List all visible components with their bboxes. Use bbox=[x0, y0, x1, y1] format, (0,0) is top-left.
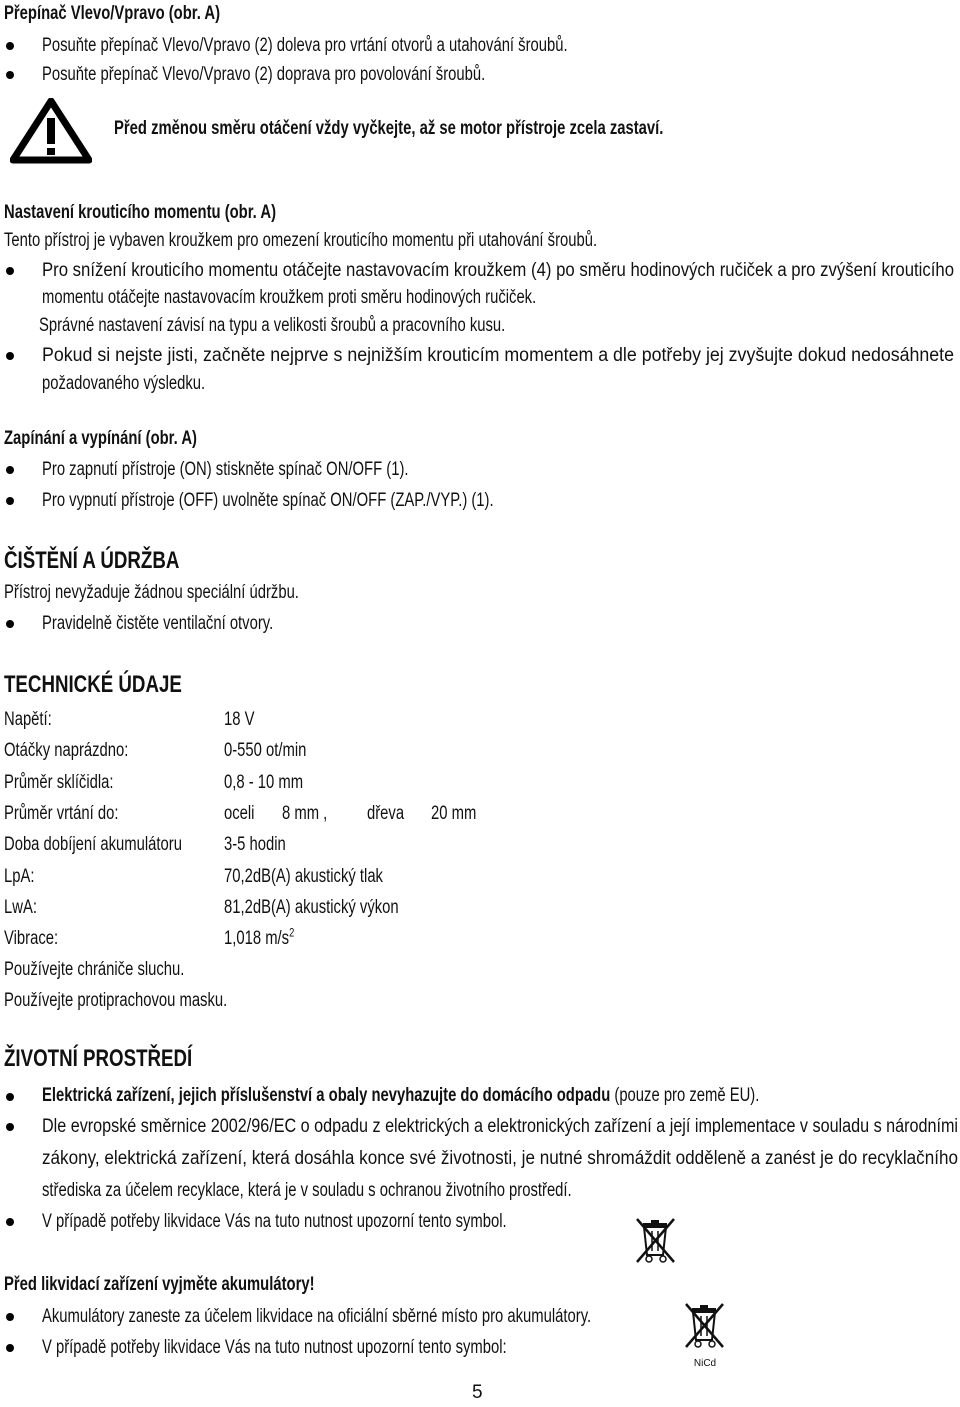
tech-charge-label: Doba dobíjení akumulátoru bbox=[4, 834, 182, 855]
direction-bullet-1: Posuňte přepínač Vlevo/Vpravo (2) doleva pro vrtání otvorů a utahování šroubů. bbox=[42, 35, 568, 56]
torque-bullet-2-line-2: požadovaného výsledku. bbox=[42, 373, 206, 394]
tech-drill-steel: oceli bbox=[224, 803, 255, 824]
tech-lwa-label: LwA: bbox=[4, 897, 37, 918]
direction-warning: Před změnou směru otáčení vždy vyčkejte, až se motor přístroje zcela zastaví. bbox=[114, 118, 664, 139]
env-bullet-2-line-3: střediska za účelem recyklace, která je v souladu s ochranou životního prostředí. bbox=[42, 1180, 572, 1201]
bullet-icon bbox=[6, 42, 14, 50]
env-heading: ŽIVOTNÍ PROSTŘEDÍ bbox=[4, 1045, 193, 1072]
crossed-bin-nicd-icon bbox=[682, 1300, 728, 1372]
tech-voltage-label: Napětí: bbox=[4, 709, 52, 730]
tech-voltage-value: 18 V bbox=[224, 709, 255, 730]
torque-bullet-1-line-1: Pro snížení krouticího momentu otáčejte nastavovacím kroužkem (4) po směru hodinových ručiček a pro zvýšení krouticího bbox=[42, 260, 954, 281]
tech-vibration-superscript: 2 bbox=[289, 925, 295, 940]
onoff-bullet-1: Pro zapnutí přístroje (ON) stiskněte spínač ON/OFF (1). bbox=[42, 459, 409, 480]
tech-vibration-label: Vibrace: bbox=[4, 928, 59, 949]
battery-heading: Před likvidací zařízení vyjměte akumulátory! bbox=[4, 1274, 315, 1295]
torque-note: Správné nastavení závisí na typu a velikosti šroubů a pracovního kusu. bbox=[39, 315, 506, 336]
direction-bullet-2: Posuňte přepínač Vlevo/Vpravo (2) doprava pro povolování šroubů. bbox=[42, 64, 486, 85]
tech-drill-label: Průměr vrtání do: bbox=[4, 803, 119, 824]
tech-drill-wood: dřeva bbox=[367, 803, 405, 824]
torque-intro: Tento přístroj je vybaven kroužkem pro omezení krouticího momentu při utahování šroubů. bbox=[4, 230, 598, 251]
env-bullet-1-rest: (pouze pro země EU). bbox=[610, 1085, 760, 1106]
page-number: 5 bbox=[472, 1382, 483, 1403]
tech-chuck-label: Průměr sklíčidla: bbox=[4, 772, 114, 793]
tech-vibration-value: 1,018 $m/s^2$ bbox=[224, 925, 295, 949]
cleaning-bullet-1: Pravidelně čistěte ventilační otvory. bbox=[42, 613, 274, 634]
cleaning-intro: Přístroj nevyžaduje žádnou speciální údržbu. bbox=[4, 582, 299, 603]
direction-heading: Přepínač Vlevo/Vpravo (obr. A) bbox=[4, 3, 221, 24]
tech-lpa-value: 70,2dB(A) akustický tlak bbox=[224, 866, 383, 887]
onoff-heading: Zapínání a vypínání (obr. A) bbox=[4, 428, 197, 449]
bullet-icon bbox=[6, 71, 14, 79]
torque-bullet-1-line-2: momentu otáčejte nastavovacím kroužkem proti směru hodinových ručiček. bbox=[42, 287, 537, 308]
env-bullet-2-line-2: zákony, elektrická zařízení, která dosáhla konce své životnosti, je nutné shromáždit odděleně a zanést je do recyklačního bbox=[42, 1148, 958, 1169]
battery-bullet-1: Akumulátory zaneste za účelem likvidace na oficiální sběrné místo pro akumulátory. bbox=[42, 1306, 592, 1327]
tech-heading: TECHNICKÉ ÚDAJE bbox=[4, 671, 182, 698]
onoff-bullet-2: Pro vypnutí přístroje (OFF) uvolněte spínač ON/OFF (ZAP./VYP.) (1). bbox=[42, 490, 494, 511]
crossed-bin-icon bbox=[632, 1215, 680, 1267]
env-bullet-1 bbox=[42, 1084, 960, 1108]
tech-charge-value: 3-5 hodin bbox=[224, 834, 286, 855]
tech-note-2: Používejte protiprachovou masku. bbox=[4, 990, 228, 1011]
tech-note-1: Používejte chrániče sluchu. bbox=[4, 959, 185, 980]
cleaning-heading: ČIŠTĚNÍ A ÚDRŽBA bbox=[4, 547, 180, 574]
tech-drill-steel-value: 8 mm , bbox=[282, 803, 328, 824]
env-bullet-3: V případě potřeby likvidace Vás na tuto nutnost upozorní tento symbol. bbox=[42, 1211, 507, 1232]
battery-bullet-2: V případě potřeby likvidace Vás na tuto nutnost upozorní tento symbol: bbox=[42, 1337, 507, 1358]
bullet-icon bbox=[6, 620, 14, 628]
bullet-icon bbox=[6, 1313, 14, 1321]
env-bullet-1-bold: Elektrická zařízení, jejich příslušenství a obaly nevyhazujte do domácího odpadu bbox=[42, 1085, 611, 1106]
warning-triangle-icon bbox=[10, 98, 92, 164]
tech-speed-value: 0-550 ot/min bbox=[224, 740, 307, 761]
bullet-icon bbox=[6, 497, 14, 505]
bullet-icon bbox=[6, 1123, 14, 1131]
bullet-icon bbox=[6, 352, 14, 360]
bullet-icon bbox=[6, 466, 14, 474]
bullet-icon bbox=[6, 1218, 14, 1226]
tech-chuck-value: 0,8 - 10 mm bbox=[224, 772, 304, 793]
env-bullet-2-line-1: Dle evropské směrnice 2002/96/EC o odpadu z elektrických a elektronických zařízení a její implementace v souladu s národními bbox=[42, 1116, 958, 1137]
tech-lwa-value: 81,2dB(A) akustický výkon bbox=[224, 897, 399, 918]
tech-drill-wood-value: 20 mm bbox=[431, 803, 477, 824]
bullet-icon bbox=[6, 1093, 14, 1101]
tech-lpa-label: LpA: bbox=[4, 866, 35, 887]
torque-heading: Nastavení krouticího momentu (obr. A) bbox=[4, 202, 277, 223]
bullet-icon bbox=[6, 267, 14, 275]
tech-speed-label: Otáčky naprázdno: bbox=[4, 740, 129, 761]
nicd-label: NiCd bbox=[693, 1358, 717, 1369]
torque-bullet-2-line-1: Pokud si nejste jisti, začněte nejprve s nejnižším krouticím momentem a dle potřeby jej zvyšujte dokud nedosáhnete bbox=[42, 345, 954, 366]
bullet-icon bbox=[6, 1344, 14, 1352]
